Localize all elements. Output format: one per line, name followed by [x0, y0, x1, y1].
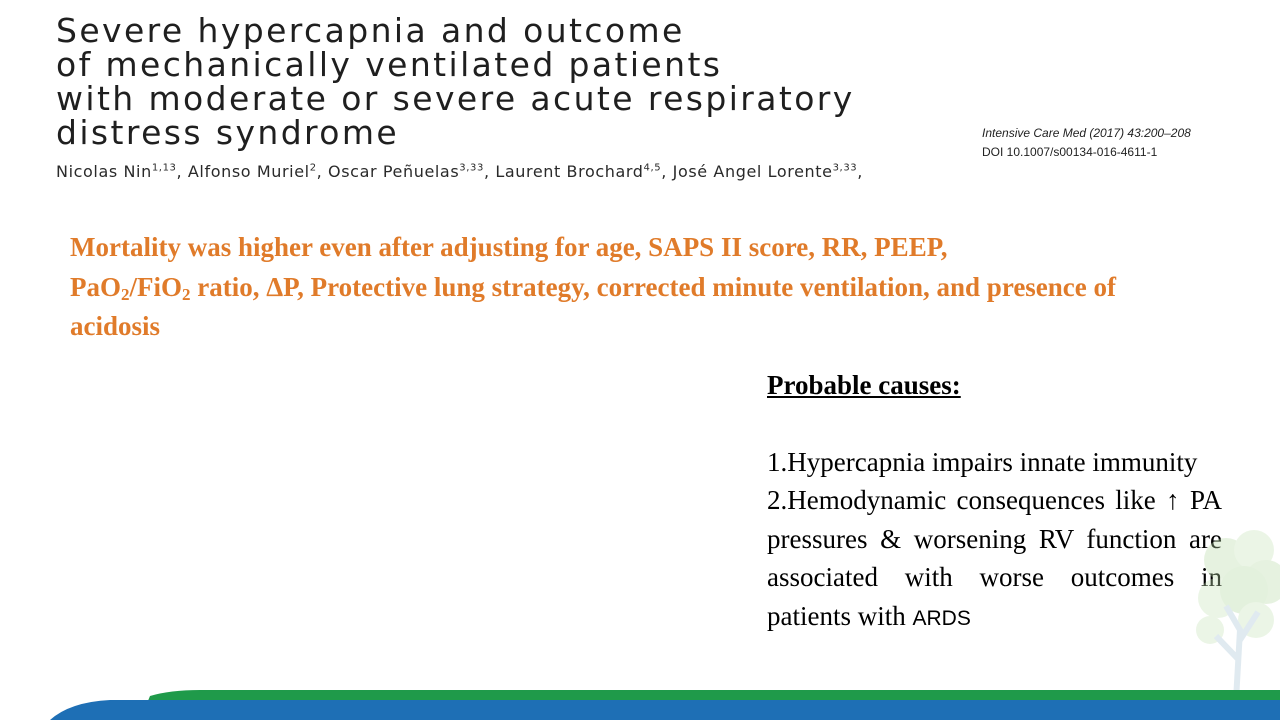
tree-watermark-icon — [1196, 520, 1280, 700]
author-affiliation: 2 — [309, 162, 317, 174]
cause-item-1: 1.Hypercapnia impairs innate immunity — [767, 446, 1198, 477]
title-line-2: of mechanically ventilated patients — [56, 45, 723, 84]
cause-item-2-tail: ARDS — [912, 606, 971, 630]
title-line-4: distress syndrome — [56, 113, 400, 152]
finding-fio: /FiO — [129, 271, 182, 302]
cause-item-2-text: 2.Hemodynamic consequences like ↑ PA pressures & worsening RV function are associated with worse outcomes in patients with — [767, 485, 1222, 631]
footer-decoration — [0, 690, 1280, 720]
author-list: Nicolas Nin$^{1,13}$, Alfonso Muriel$^2$, Oscar Peñuelas$^{3,33}$, Laurent Brochard$^{4,5}$, José Angel Lorente$^{3,33}$, — [56, 162, 863, 181]
author-affiliation: 3,33 — [459, 162, 484, 174]
mortality-finding — [70, 228, 1190, 347]
author-name: Oscar Peñuelas — [328, 162, 460, 181]
title-line-3: with moderate or severe acute respiratory — [56, 79, 855, 118]
footer-blue-band — [50, 700, 1280, 720]
author-name: José Angel Lorente — [672, 162, 833, 181]
journal-citation: Intensive Care Med (2017) 43:200–208 — [982, 126, 1191, 140]
doi-text: DOI 10.1007/s00134-016-4611-1 — [982, 145, 1158, 159]
author-affiliation: 3,33 — [832, 162, 858, 174]
finding-sub: 2 — [182, 284, 191, 304]
probable-causes — [767, 366, 1222, 638]
author-affiliation: 4,5 — [643, 162, 662, 174]
finding-text-part2: ratio, ΔP, Protective lung strategy, corrected minute ventilation, and presence of acidosis — [70, 271, 1117, 341]
causes-heading: Probable causes: — [767, 370, 961, 400]
finding-text-part1: Mortality was higher even after adjusting for age, SAPS II score, RR, PEEP, — [70, 232, 948, 262]
title-line-1: Severe hypercapnia and outcome — [56, 11, 685, 50]
finding-sub: 2 — [121, 284, 130, 304]
cause-item-2 — [767, 481, 1222, 638]
finding-pao: PaO — [70, 271, 121, 302]
causes-spacer — [767, 405, 1222, 443]
citation-block — [982, 124, 1191, 162]
author-name: Laurent Brochard — [495, 162, 644, 181]
author-name: Alfonso Muriel — [187, 162, 310, 181]
author-affiliation: 1,13 — [151, 162, 177, 174]
author-name: Nicolas Nin — [56, 162, 152, 181]
